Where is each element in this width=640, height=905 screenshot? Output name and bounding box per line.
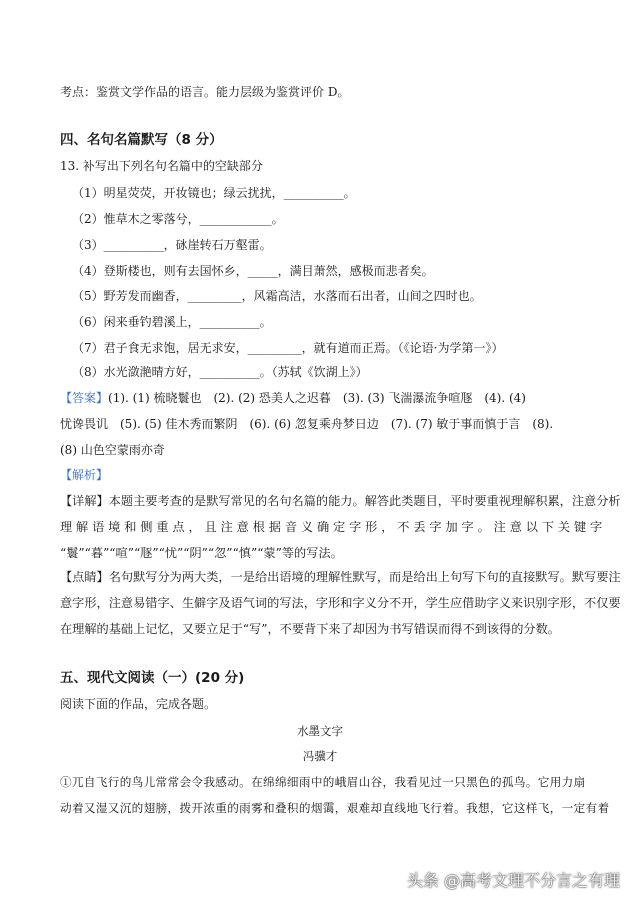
fill-item-5: （5）野芳发而幽香，_________，风霜高洁，水落而石出者，山间之四时也。 — [72, 289, 482, 303]
reading-instruction: 阅读下面的作品，完成各题。 — [60, 697, 217, 711]
fill-item-3: （3）__________，砯崖转石万壑雷。 — [72, 238, 272, 252]
fill-item-8: （8）水光潋滟晴方好，__________。（苏轼《饮湖上》） — [72, 365, 368, 379]
section5-heading: 五、现代文阅读（一）(20 分) — [60, 670, 245, 686]
fill-item-6: （6）闲来垂钓碧溪上，__________。 — [72, 315, 272, 329]
dianjing-line-3: 在理解的基础上记忆，又要立足于“写”，不要背下来了却因为书写错误而得不到该得的分数。 — [60, 622, 560, 636]
dianjing-line-2: 意字形，注意易错字、生僻字及语气词的写法，字形和字义分不开，学生应借助字义来识别字形，不仅要 — [60, 596, 621, 610]
fill-item-7: （7）君子食无求饱，居无求安，_________，就有道而正焉。（《论语·为学第一》） — [72, 341, 504, 355]
kaodian-line: 考点：鉴赏文学作品的语言。能力层级为鉴赏评价 D。 — [60, 85, 350, 99]
answer-label: 【答案】 — [60, 391, 109, 405]
essay-title: 水墨文字 — [297, 724, 343, 738]
detail-line-2: 理 解 语 境 和 侧 重 点 ， 且 注 意 根 据 音 义 确 定 字 形 ， 不 丢 字 加 字 。 注 意 以 下 关 键 字 — [60, 520, 603, 534]
detail-line-1: 【详解】本题主要考查的是默写常见的名句名篇的能力。解答此类题目，平时要重视理解积累，注意分析 — [60, 494, 621, 508]
essay-author: 冯骥才 — [302, 749, 338, 763]
essay-line-1: ①兀自飞行的鸟儿常常会令我感动。在绵绵细雨中的峨眉山谷，我看见过一只黑色的孤鸟。它用力扇 — [60, 775, 586, 789]
question-13: 13. 补写出下列名句名篇中的空缺部分 — [60, 159, 263, 173]
detail-line-3: “鬟”“暮”“喧”“豗”“忧”“阴”“忽”“慎”“蒙”等的写法。 — [60, 546, 343, 560]
watermark: 头条 @高考文理不分言之有理 — [406, 871, 620, 890]
fill-item-4: （4）登斯楼也，则有去国怀乡，_____，满目萧然，感极而悲者矣。 — [72, 264, 434, 278]
essay-line-2: 动着又湿又沉的翅膀，拨开浓重的雨雾和叠积的烟霭，艰难却直线地飞行着。我想，它这样飞，一定有着 — [60, 801, 610, 815]
fill-item-2: （2）惟草木之零落兮，____________。 — [72, 212, 284, 226]
dianjing-line-1: 【点睛】名句默写分为两大类，一是给出语境的理解性默写，而是给出上句写下句的直接默写。默写要注 — [60, 570, 621, 584]
section4-heading: 四、名句名篇默写（8 分） — [60, 132, 223, 148]
fill-item-1: （1）明星荧荧，开妆镜也；绿云扰扰，__________。 — [72, 186, 356, 200]
answer-text-1: (1). (1) 梳晓鬟也 (2). (2) 恐美人之迟暮 (3). (3) 飞湍瀑流争喧豗 (4). (4) — [108, 391, 526, 405]
answer-line-3: (8) 山色空蒙雨亦奇 — [60, 443, 165, 457]
answer-line-1 — [60, 390, 526, 406]
analysis-label: 【解析】 — [60, 468, 109, 482]
answer-line-2: 忧谗畏讥 (5). (5) 佳木秀而繁阴 (6). (6) 忽复乘舟梦日边 (7). (7) 敏于事而慎于言 (8). — [60, 417, 554, 431]
